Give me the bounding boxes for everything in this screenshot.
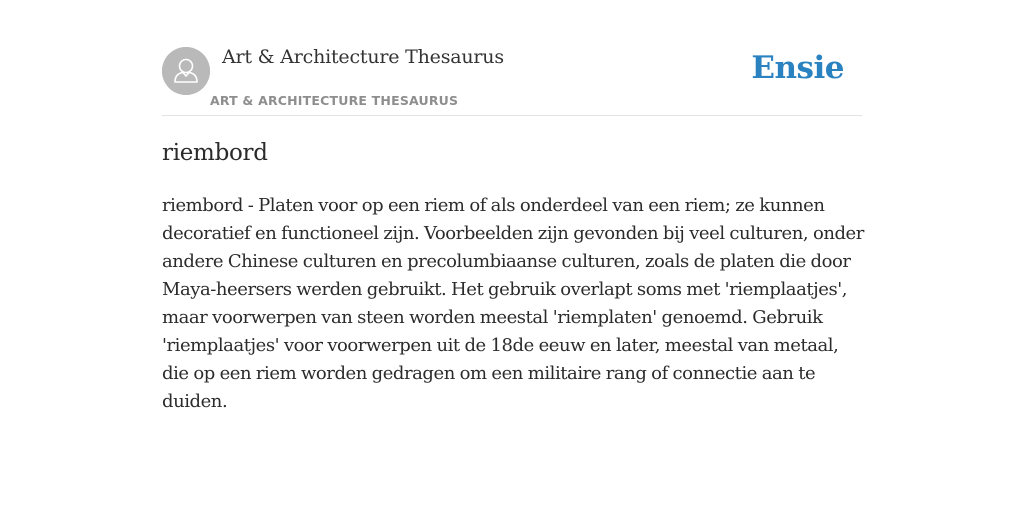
entry-header bbox=[162, 0, 862, 116]
definition-text: riembord - Platen voor op een riem of als onderdeel van een riem; ze kunnen decoratief en functioneel zijn. Voorbeelden zijn gevonden bij veel culturen, onder andere Chinese culturen en precolumbiaanse culturen, zoals de platen die door Maya-heersers werden gebruikt. Het gebruik overlapt soms met 'riemplaatjes', maar voorwerpen van steen worden meestal 'riemplaten' genoemd. Gebruik 'riemplaatjes' voor voorwerpen uit de 18de eeuw en later, meestal van metaal, die op een riem worden gedragen om een militaire rang of connectie aan te duiden. bbox=[162, 195, 864, 412]
source-subtitle[interactable]: ART & ARCHITECTURE THESAURUS bbox=[210, 93, 459, 108]
page-container bbox=[162, 0, 864, 412]
avatar[interactable] bbox=[162, 47, 210, 95]
source-title[interactable]: Art & Architecture Thesaurus bbox=[222, 46, 504, 68]
brand-logo[interactable]: Ensie bbox=[751, 50, 844, 86]
user-icon bbox=[162, 47, 210, 95]
headword: riembord bbox=[162, 140, 268, 166]
